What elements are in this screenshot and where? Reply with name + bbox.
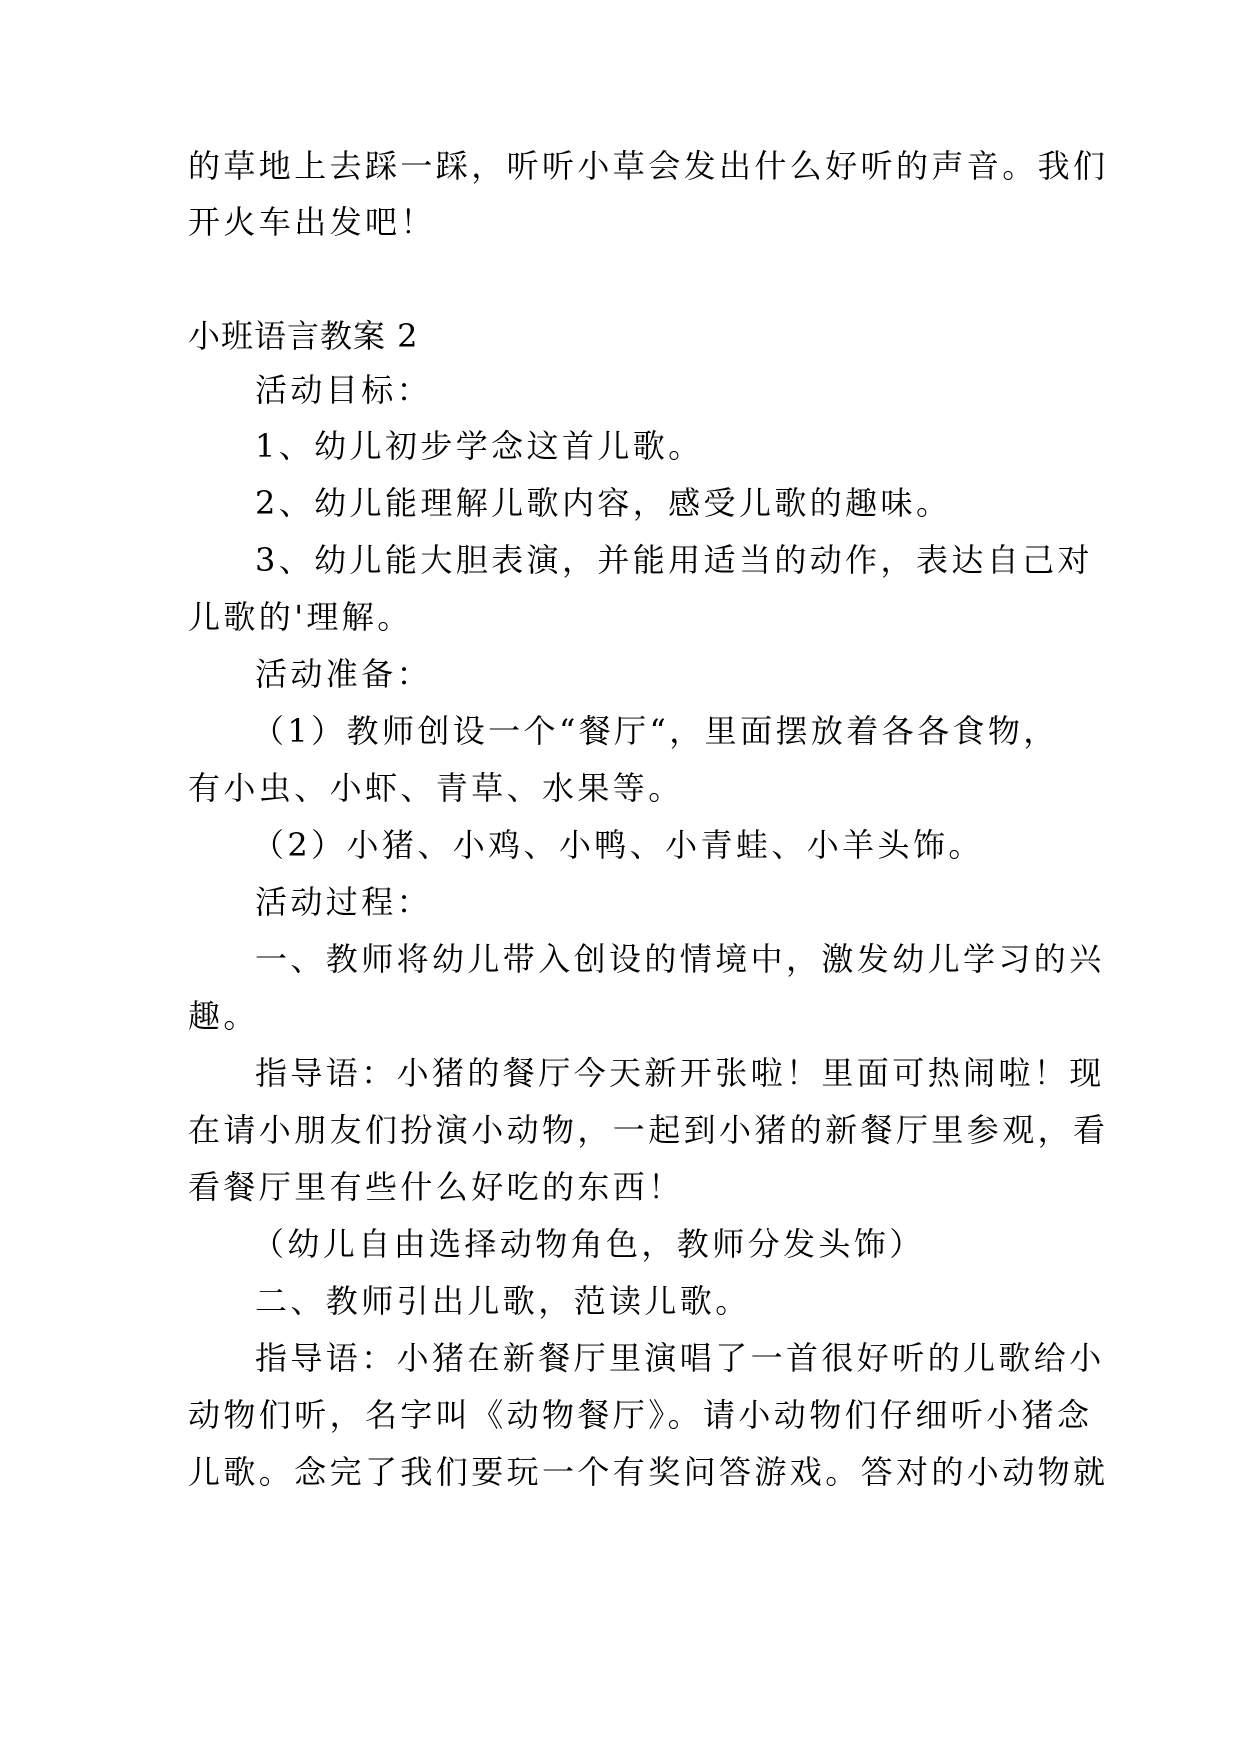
guidance-text: 指导语：小猪的餐厅今天新开张啦！里面可热闹啦！现 <box>255 1054 1105 1092</box>
goal-item: 1、幼儿初步学念这首儿歌。 <box>255 427 704 465</box>
goal-item-continued: 儿歌的'理解。 <box>188 598 413 636</box>
guidance-text-continued: 在请小朋友们扮演小动物，一起到小猪的新餐厅里参观，看 <box>188 1111 1109 1149</box>
prep-item: （2）小猪、小鸡、小鸭、小青蛙、小羊头饰。 <box>252 826 984 864</box>
paragraph-line: 开火车出发吧！ <box>188 203 436 241</box>
process-step-continued: 趣。 <box>188 997 259 1035</box>
prep-item: （1）教师创设一个“餐厅“，里面摆放着各各食物， <box>252 712 1059 750</box>
process-step: 一、教师将幼儿带入创设的情境中，激发幼儿学习的兴 <box>255 940 1105 978</box>
guidance-text-continued: 动物们听，名字叫《动物餐厅》。请小动物们仔细听小猪念 <box>188 1396 1093 1434</box>
section-title: 小班语言教案 2 <box>188 317 419 355</box>
prep-heading: 活动准备： <box>255 655 433 693</box>
guidance-text-continued: 儿歌。念完了我们要玩一个有奖问答游戏。答对的小动物就 <box>188 1453 1109 1491</box>
prep-item-continued: 有小虫、小虾、青草、水果等。 <box>188 769 684 807</box>
guidance-text: 指导语：小猪在新餐厅里演唱了一首很好听的儿歌给小 <box>255 1339 1105 1377</box>
process-step: 二、教师引出儿歌，范读儿歌。 <box>255 1282 751 1320</box>
goal-item: 3、幼儿能大胆表演，并能用适当的动作，表达自己对 <box>255 541 1093 579</box>
process-note: （幼儿自由选择动物角色，教师分发头饰） <box>252 1225 925 1263</box>
paragraph-line: 的草地上去踩一踩，听听小草会发出什么好听的声音。我们 <box>188 147 1109 185</box>
goal-item: 2、幼儿能理解儿歌内容，感受儿歌的趣味。 <box>255 484 952 522</box>
guidance-text-continued: 看餐厅里有些什么好吃的东西！ <box>188 1168 684 1206</box>
process-heading: 活动过程： <box>255 883 433 921</box>
goals-heading: 活动目标： <box>255 371 433 409</box>
